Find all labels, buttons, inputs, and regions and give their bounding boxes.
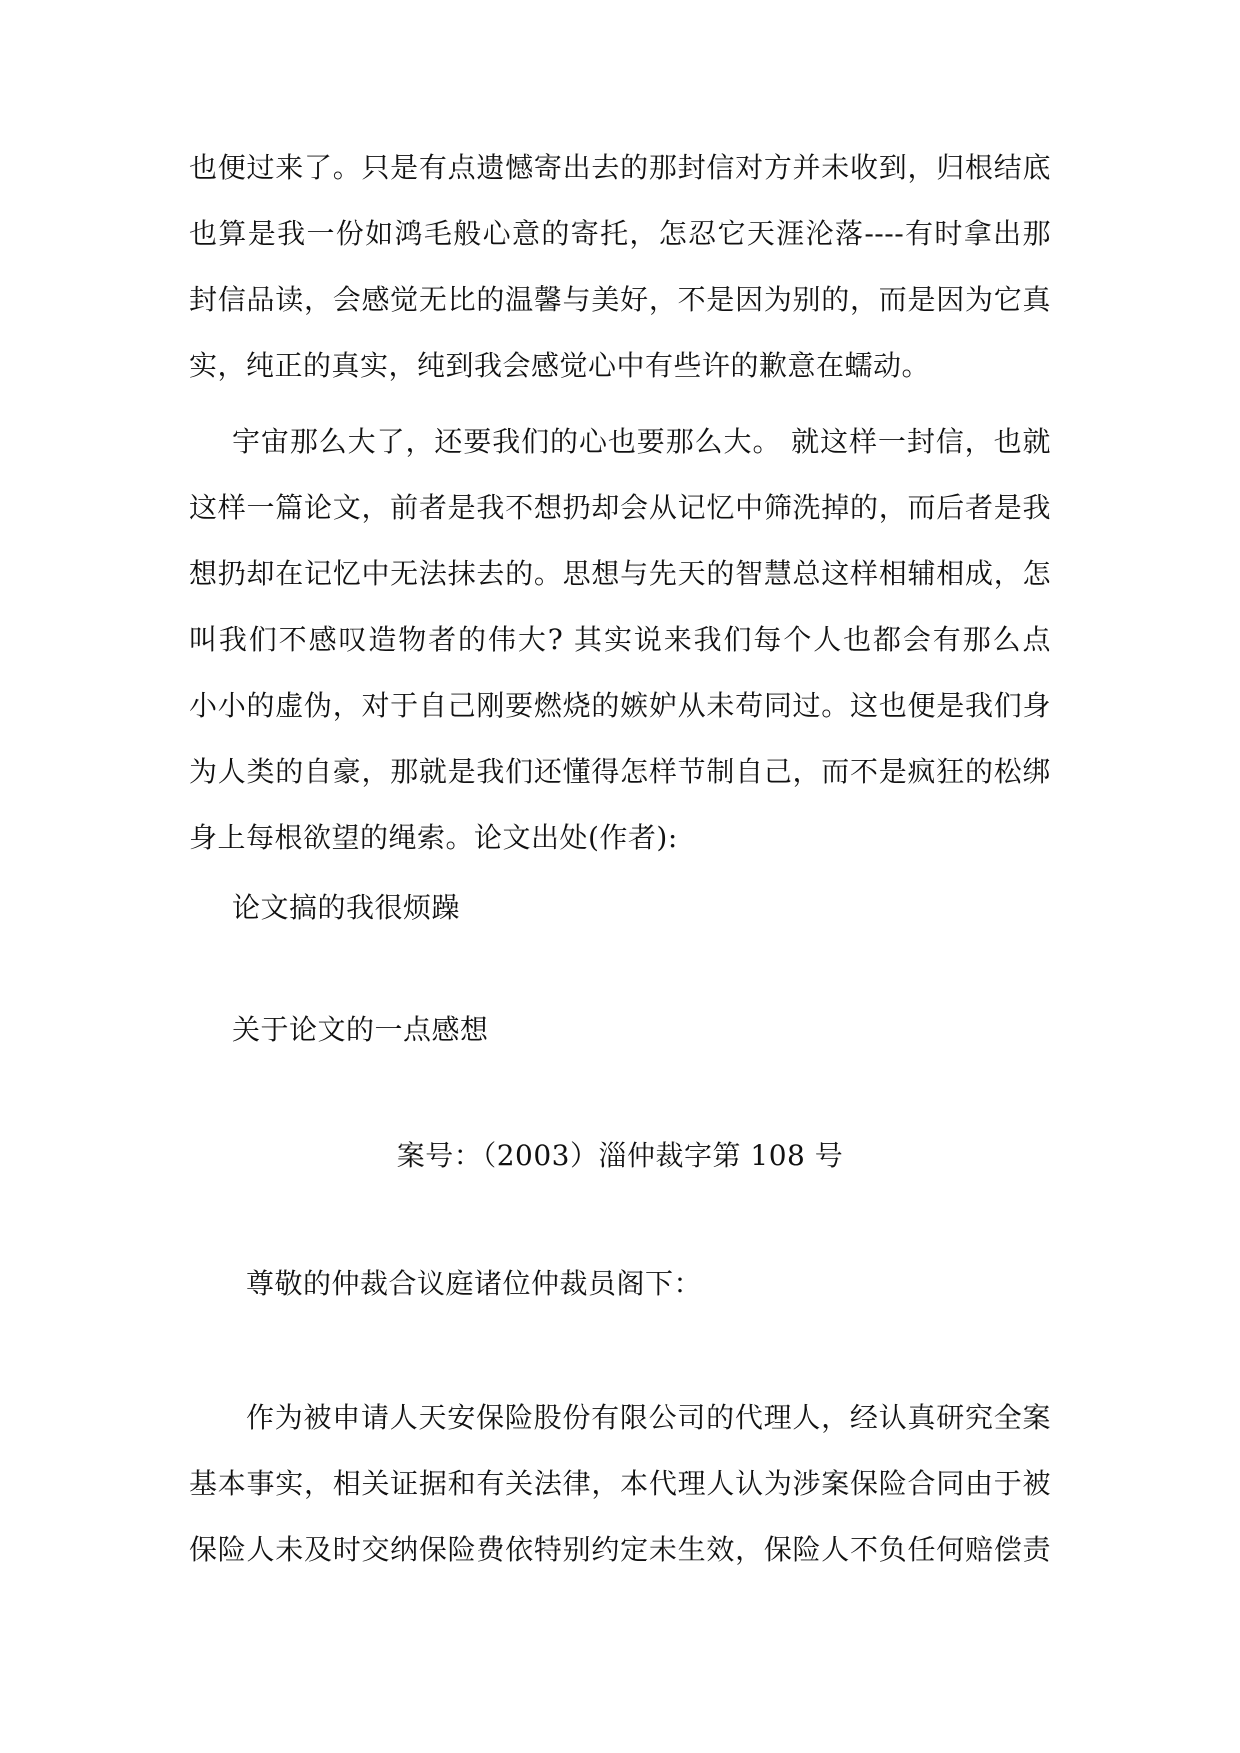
paragraph-2-line-2: 这样一篇论文，前者是我不想扔却会从记忆中筛洗掉的，而后者是我 <box>189 491 1051 524</box>
case-number: 案号：（2003）淄仲裁字第 108 号 <box>396 1139 844 1172</box>
heading-thoughts: 关于论文的一点感想 <box>232 1013 489 1046</box>
paragraph-3-line-1: 作为被申请人天安保险股份有限公司的代理人，经认真研究全案 <box>246 1401 1051 1434</box>
paragraph-2-line-7: 身上每根欲望的绳索。论文出处(作者): <box>189 821 678 854</box>
paragraph-1-line-3: 封信品读，会感觉无比的温馨与美好，不是因为别的，而是因为它真 <box>189 283 1051 316</box>
salutation: 尊敬的仲裁合议庭诸位仲裁员阁下： <box>246 1267 703 1300</box>
paragraph-1-line-4: 实，纯正的真实，纯到我会感觉心中有些许的歉意在蠕动。 <box>189 349 931 382</box>
paragraph-3-line-3: 保险人未及时交纳保险费依特别约定未生效，保险人不负任何赔偿责 <box>189 1533 1051 1566</box>
paragraph-1-line-1: 也便过来了。只是有点遗憾寄出去的那封信对方并未收到，归根结底 <box>189 151 1051 184</box>
paragraph-2-line-5: 小小的虚伪，对于自己刚要燃烧的嫉妒从未苟同过。这也便是我们身 <box>189 689 1051 722</box>
paragraph-1-line-2: 也算是我一份如鸿毛般心意的寄托，怎忍它天涯沦落----有时拿出那 <box>189 217 1051 250</box>
paragraph-2-line-3: 想扔却在记忆中无法抹去的。思想与先天的智慧总这样相辅相成，怎 <box>189 557 1051 590</box>
heading-frustrated: 论文搞的我很烦躁 <box>232 891 461 924</box>
paragraph-3-line-2: 基本事实，相关证据和有关法律，本代理人认为涉案保险合同由于被 <box>189 1467 1051 1500</box>
paragraph-2-line-4: 叫我们不感叹造物者的伟大? 其实说来我们每个人也都会有那么点 <box>189 623 1051 656</box>
paragraph-2-line-1: 宇宙那么大了，还要我们的心也要那么大。 就这样一封信，也就 <box>232 425 1051 458</box>
paragraph-2-line-6: 为人类的自豪，那就是我们还懂得怎样节制自己，而不是疯狂的松绑 <box>189 755 1051 788</box>
